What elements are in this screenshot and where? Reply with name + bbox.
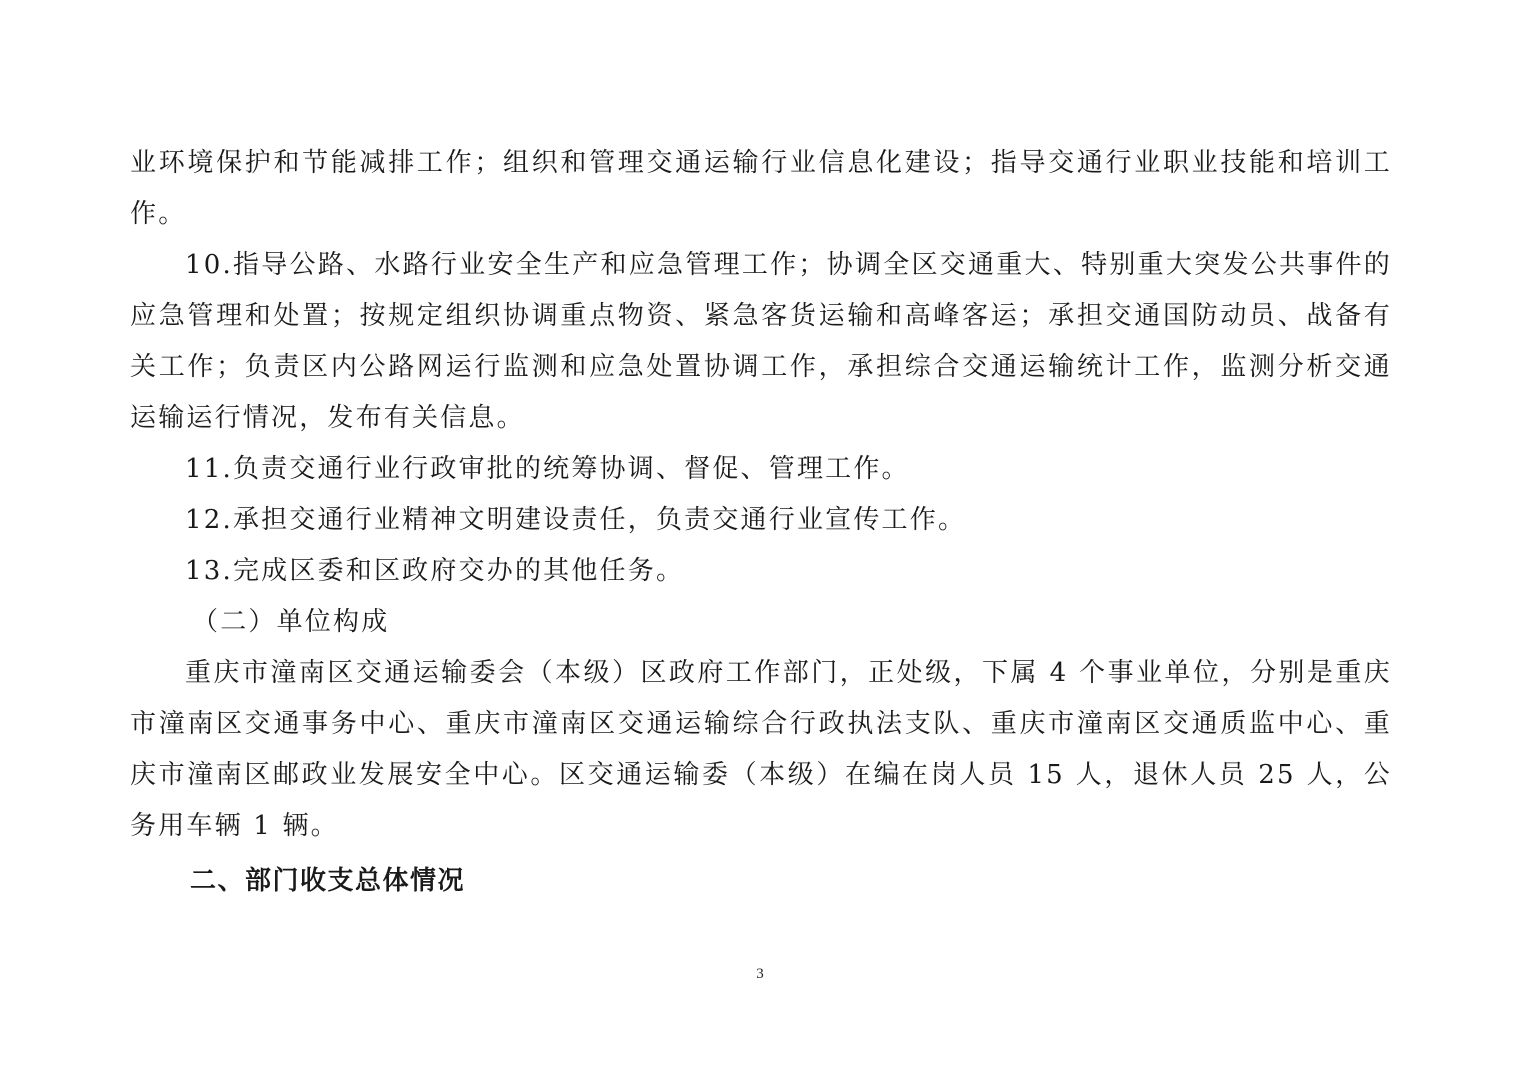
paragraph-item-10: 10.指导公路、水路行业安全生产和应急管理工作；协调全区交通重大、特别重大突发公共事件的应急管理和处置；按规定组织协调重点物资、紧急客货运输和高峰客运；承担交通国防动员、战备有关工作；负责区内公路网运行监测和应急处置协调工作，承担综合交通运输统计工作，监测分析交通运输运行情况，发布有关信息。	[130, 250, 1392, 433]
paragraph-item-11: 11.负责交通行业行政审批的统筹协调、督促、管理工作。	[185, 454, 910, 484]
paragraph-item-12: 12.承担交通行业精神文明建设责任，负责交通行业宣传工作。	[185, 505, 967, 535]
paragraph-continuation: 业环境保护和节能减排工作；组织和管理交通运输行业信息化建设；指导交通行业职业技能和培训工作。	[130, 148, 1392, 229]
section-heading: 二、部门收支总体情况	[190, 866, 466, 896]
paragraph-item-13: 13.完成区委和区政府交办的其他任务。	[185, 556, 685, 586]
page-number: 3	[756, 966, 764, 982]
document-body	[130, 138, 1392, 909]
paragraph-unit-composition: 重庆市潼南区交通运输委会（本级）区政府工作部门，正处级，下属 4 个事业单位，分别是重庆市潼南区交通事务中心、重庆市潼南区交通运输综合行政执法支队、重庆市潼南区交通质监中心、重庆市潼南区邮政业发展安全中心。区交通运输委（本级）在编在岗人员 15 人，退休人员 25 人，公务用车辆 1 辆。	[130, 658, 1392, 841]
subsection-heading-unit-composition: （二）单位构成	[192, 607, 390, 637]
